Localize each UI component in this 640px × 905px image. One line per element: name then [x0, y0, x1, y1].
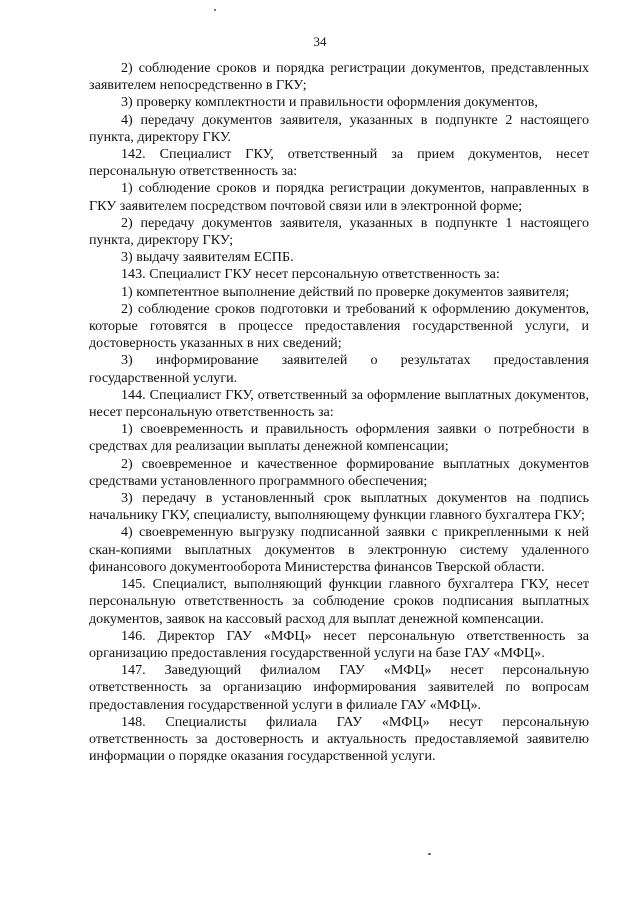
paragraph: 3) выдачу заявителям ЕСПБ. [121, 249, 294, 266]
paragraph: 2) соблюдение сроков подготовки и требований к оформлению документов, которые готовятся в процессе предоставления государственной услуги, и достоверность указанных в них сведений; [89, 300, 589, 352]
paragraph: 2) передачу документов заявителя, указанных в подпункте 1 настоящего пункта, директору ГКУ; [89, 214, 589, 249]
paragraph: 3) информирование заявителей о результатах предоставления государственной услуги. [89, 352, 589, 386]
paragraph: 146. Директор ГАУ «МФЦ» несет персональную ответственность за организацию предоставления государственной услуги на базе ГАУ «МФЦ». [89, 627, 589, 661]
page-number: 34 [313, 34, 327, 49]
scan-speck-bottom [428, 853, 431, 855]
document-body [89, 60, 589, 765]
paragraph: 1) своевременность и правильность оформления заявки о потребности в средствах для реализации выплаты денежной компенсации; [89, 421, 589, 455]
paragraph: 1) компетентное выполнение действий по проверке документов заявителя; [121, 283, 570, 300]
paragraph: 148. Специалисты филиала ГАУ «МФЦ» несут персональную ответственность за достоверность и актуальность предоставляемой заявителю информации о порядке оказания государственной услуги. [89, 713, 589, 765]
paragraph: 145. Специалист, выполняющий функции главного бухгалтера ГКУ, несет персональную ответственность за соблюдение сроков подписания выплатных документов, заявок на кассовый расход для выплат денежной компенсации. [89, 576, 589, 627]
paragraph: 4) передачу документов заявителя, указанных в подпункте 2 настоящего пункта, директору ГКУ. [89, 111, 589, 145]
paragraph: 147. Заведующий филиалом ГАУ «МФЦ» несет персональную ответственность за организацию информирования заявителей по вопросам предоставления государственной услуги в филиале ГАУ «МФЦ». [89, 662, 589, 713]
paragraph: 2) своевременное и качественное формирование выплатных документов средствами установленного программного обеспечения; [89, 455, 589, 489]
scan-speck-top [214, 9, 216, 11]
paragraph: 143. Специалист ГКУ несет персональную ответственность за: [121, 266, 500, 283]
paragraph: 142. Специалист ГКУ, ответственный за прием документов, несет персональную ответственность за: [89, 146, 589, 180]
paragraph: 3) передачу в установленный срок выплатных документов на подпись начальнику ГКУ, специалисту, выполняющему функции главного бухгалтера ГКУ; [89, 490, 589, 524]
paragraph: 3) проверку комплектности и правильности оформления документов, [121, 94, 538, 111]
paragraph: 1) соблюдение сроков и порядка регистрации документов, направленных в ГКУ заявителем посредством почтовой связи или в электронной форме; [89, 180, 589, 214]
paragraph: 144. Специалист ГКУ, ответственный за оформление выплатных документов, несет персональную ответственность за: [89, 386, 589, 421]
paragraph: 2) соблюдение сроков и порядка регистрации документов, представленных заявителем непосредственно в ГКУ; [89, 60, 589, 94]
paragraph: 4) своевременную выгрузку подписанной заявки с прикрепленными к ней скан-копиями выплатных документов в электронную систему удаленного финансового документооборота Министерства финансов Тверской области. [89, 524, 589, 575]
